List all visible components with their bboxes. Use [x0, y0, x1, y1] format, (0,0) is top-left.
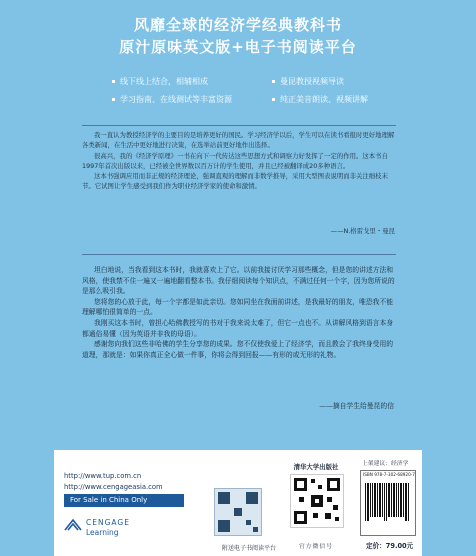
preface-block [82, 130, 397, 245]
isbn-barcode [360, 470, 416, 536]
preface-paragraph: 很高兴，我的《经济学原理》一书在向下一代传达这些思想方式和调察力好发挥了一定的作用。这本书自1997年首次出版以来，已经被全世界数以百万计的学生使用，并且已经被翻译成20多种语言。 [82, 151, 388, 170]
letter-paragraph: 感谢您向我们这些非哈佛的学生分享您的成果。您不仅使我爱上了经济学，而且教会了我终身受用的道理，那就是：如果你真正全心做一件事，你将会得到回报——有形的或无形的礼物。 [82, 340, 394, 359]
preface-paragraph: 我一直认为教授经济学的主要目的是培养更好的国民。学习经济学以后，学生可以在读书看报时更好地理解各类新闻，在生活中更好地进行决策，在选举站前更好地作出选择。 [82, 131, 395, 150]
publisher-url[interactable]: http://www.tup.com.cn [64, 472, 142, 480]
feature-item [112, 76, 208, 87]
sale-region-badge: For Sale in China Only [64, 494, 184, 507]
wechat-qr-code [290, 474, 344, 528]
ebook-caption: 附送电子书阅读平台 [221, 545, 276, 552]
header [0, 0, 476, 110]
price-label: 定价：79.00元 [366, 542, 414, 550]
feature-item [272, 94, 368, 105]
feature-text: 线下线上结合，相辅相成 [120, 77, 208, 86]
cengage-url[interactable]: http://www.cengageasia.com [64, 483, 163, 491]
ebook-qr-code [214, 488, 262, 536]
qr-caption: 官方微信号 [299, 544, 333, 550]
letter-paragraph: 坦白地说，当我看到这本书时，我就喜欢上了它。以前我接讨厌学习那些概念，但是您的讲述方法和风格，使我禁不住一遍又一遍地翻看整本书。我仔细阅读每个知识点，不满过任何一个字，因为您所说的是那么吸引我。 [82, 266, 395, 296]
qr-icon [291, 475, 343, 527]
title-line-2: 原汁原味英文版+电子书阅读平台 [119, 38, 357, 56]
letter-signature: ——摘自学生给曼昆的信 [319, 402, 394, 410]
feature-item [112, 94, 232, 105]
qr-icon [215, 489, 261, 535]
bullet-icon [112, 98, 115, 101]
feature-item [272, 76, 344, 87]
letter-paragraph: 我刚买这本书时，曾担心哈佛教授写的书对于我来说太难了，但它一点也不。从讲解风格到语言本身都通俗易懂（因为英语并非我的母语）。 [82, 318, 394, 338]
barcode-icon [361, 471, 415, 535]
isbn-number: ISBN 978-7-302-68920-7 [363, 472, 415, 477]
feature-text: 纯正美音朗读、视频讲解 [280, 95, 368, 104]
feature-text: 曼昆教授视频导读 [280, 77, 344, 86]
bullet-icon [272, 80, 275, 83]
bullet-icon [112, 80, 115, 83]
bottom-panel [54, 450, 422, 556]
cengage-mark-icon [64, 518, 82, 532]
feature-text: 学习指南、在线测试等丰富资源 [120, 95, 232, 104]
divider-top [82, 125, 396, 126]
divider-bottom [82, 254, 396, 255]
logo-subname: Learning [86, 528, 119, 537]
student-letter [82, 265, 396, 415]
title-line-1: 风靡全球的经济学经典教科书 [133, 16, 342, 34]
logo-name: CENGAGE [86, 518, 130, 527]
publisher-label: 清华大学出版社 [293, 463, 339, 471]
bullet-icon [272, 98, 275, 101]
shelf-category: 上架建议：经济学 [362, 461, 409, 467]
letter-paragraph: 您将您的心放于此，每一个字都是如此亲切。您如同坐在我面前讲述，是我最好的朋友，唯恐我不能理解哪怕很简单的一点。 [82, 297, 394, 317]
preface-signature: ——N.格雷戈里・曼昆 [330, 227, 395, 235]
preface-paragraph: 这本书强调应用而非正规的经济理论，强调直观的理解而非数学推导，采用大型图表说明而非关注细枝末节。它试图让学生感受到我们作为职业经济学家的使命和激情。 [82, 172, 388, 191]
